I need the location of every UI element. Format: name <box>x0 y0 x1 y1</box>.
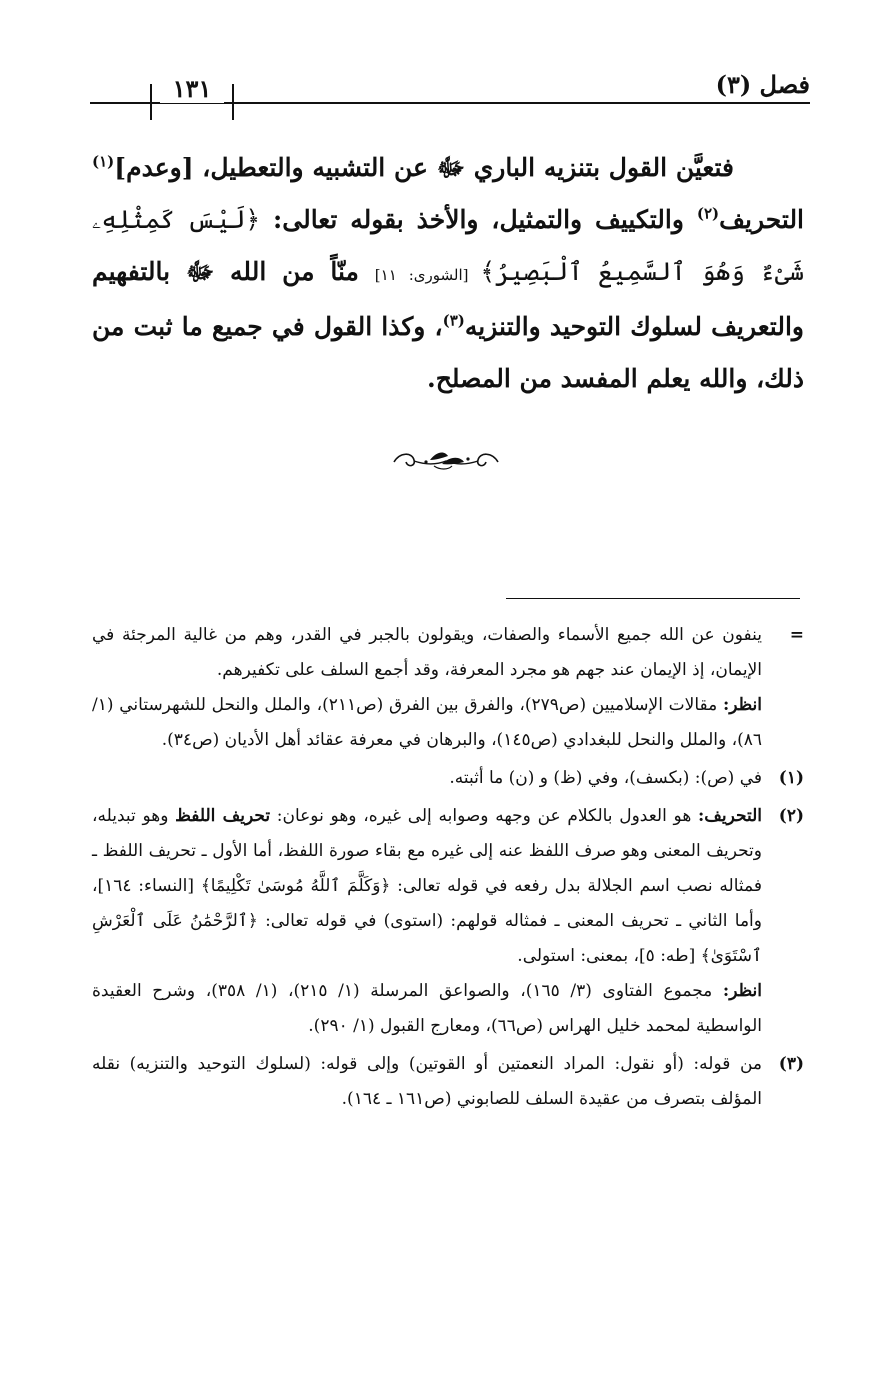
text-segment: [النساء: ١٦٤]، وأما الثاني ـ تحريف المعنى ـ فمثاله قولهم: (استوى) في قوله تعالى: <box>92 876 762 931</box>
footnote-1 <box>92 761 804 796</box>
text-segment: والتكييف والتمثيل، والأخذ بقوله تعالى: <box>260 205 697 234</box>
quran-verse: ﴿ٱلرَّحْمَٰنُ عَلَى ٱلْعَرْشِ ٱسْتَوَىٰ﴾ <box>92 911 762 966</box>
section-ornament-icon <box>386 442 506 478</box>
footnote-number: (٢) <box>778 806 804 826</box>
text-segment: منّاً من الله ﷻ بالتفهيم والتعريف لسلوك التوحيد والتنزيه <box>92 257 804 341</box>
text-segment: مقالات الإسلاميين (ص٢٧٩)، والفرق بين الفرق (ص٢١١)، والملل والنحل للشهرستاني (١/ ٨٦)، والملل والنحل للبغدادي (ص١٤٥)، والبرهان في معرفة عقائد أهل الأديان (ص٣٤). <box>92 695 762 750</box>
footnote-ref-1: (١) <box>92 152 115 171</box>
footnote-content <box>92 799 762 1044</box>
main-paragraph <box>92 142 804 405</box>
footnote-paragraph <box>92 974 762 1044</box>
continuation-marker: = <box>789 625 804 645</box>
footnote-ref-3: (٣) <box>442 311 465 330</box>
text-segment: التحريف <box>719 205 805 234</box>
footnote-paragraph <box>92 799 762 974</box>
footnote-content <box>92 761 762 796</box>
quran-verse: ﴿لَيْسَ كَمِثْلِهِۦ شَىْءٌ وَهُوَ ٱلسَّمِيعُ ٱلْبَصِيرُ﴾ <box>92 205 805 286</box>
text-segment: فتعيَّن القول بتنزيه الباري ﷻ عن التشبيه والتعطيل، [وعدم] <box>114 153 734 182</box>
header-tick-right <box>232 84 234 120</box>
verse-reference: [الشورى: ١١] <box>374 266 481 284</box>
footnote-content <box>92 618 762 758</box>
footnote-paragraph: ينفون عن الله جميع الأسماء والصفات، ويقولون بالجبر في القدر، وهم من غالية المرجئة في الإيمان، إذ الإيمان عند جهم هو مجرد المعرفة، وقد أجمع السلف على تكفيرهم. <box>92 625 762 680</box>
term-label: التحريف: <box>698 806 763 826</box>
text-segment: ، وكذا القول في جميع ما ثبت من ذلك، والله يعلم المفسد من المصلح. <box>92 312 804 393</box>
header-tick-left <box>150 84 152 120</box>
footnote-2 <box>92 799 804 1044</box>
text-segment: وهو تبديله، وتحريف المعنى وهو صرف اللفظ عنه إلى غيره مع بقاء صورة اللفظ، أما الأول ـ تحريف اللفظ ـ فمثاله نصب اسم الجلالة بدل رفعه في قوله تعالى: <box>92 806 762 896</box>
text-segment: [طه: ٥]، بمعنى: استولى. <box>517 946 701 966</box>
main-text <box>92 142 804 405</box>
see-label: انظر: <box>722 695 763 715</box>
quran-verse: ﴿وَكَلَّمَ ٱللَّهُ مُوسَىٰ تَكْلِيمًا﴾ <box>200 876 391 896</box>
footnote-number: (١) <box>778 768 804 788</box>
footnotes <box>92 618 804 1120</box>
footnote-separator <box>506 598 800 599</box>
footnote-number: (٣) <box>778 1054 804 1074</box>
page-header <box>90 70 810 130</box>
footnote-3 <box>92 1047 804 1117</box>
see-label: انظر: <box>722 981 762 1001</box>
page-number: ١٣١ <box>160 74 224 103</box>
footnote-paragraph <box>92 688 762 758</box>
footnote-content <box>92 1047 762 1117</box>
chapter-title: فصل (٣) <box>706 70 810 99</box>
text-segment: مجموع الفتاوى (٣/ ١٦٥)، والصواعق المرسلة (١/ ٢١٥)، (١/ ٣٥٨)، وشرح العقيدة الواسطية لمحمد خليل الهراس (ص٦٦)، ومعارج القبول (١/ ٢٩٠). <box>92 981 762 1036</box>
text-segment: هو العدول بالكلام عن وجهه وصوابه إلى غيره، وهو نوعان: <box>270 806 699 826</box>
footnote-ref-2: (٢) <box>696 204 720 223</box>
footnote-paragraph: في (ص): (بكسف)، وفي (ظ) و (ن) ما أثبته. <box>449 768 762 788</box>
footnote-continuation <box>92 618 804 758</box>
term-label: تحريف اللفظ <box>175 806 271 826</box>
footnote-paragraph: من قوله: (أو نقول: المراد النعمتين أو القوتين) وإلى قوله: (لسلوك التوحيد والتنزيه) نقله المؤلف بتصرف من عقيدة السلف للصابوني (ص١٦١ ـ ١٦٤). <box>92 1054 762 1109</box>
